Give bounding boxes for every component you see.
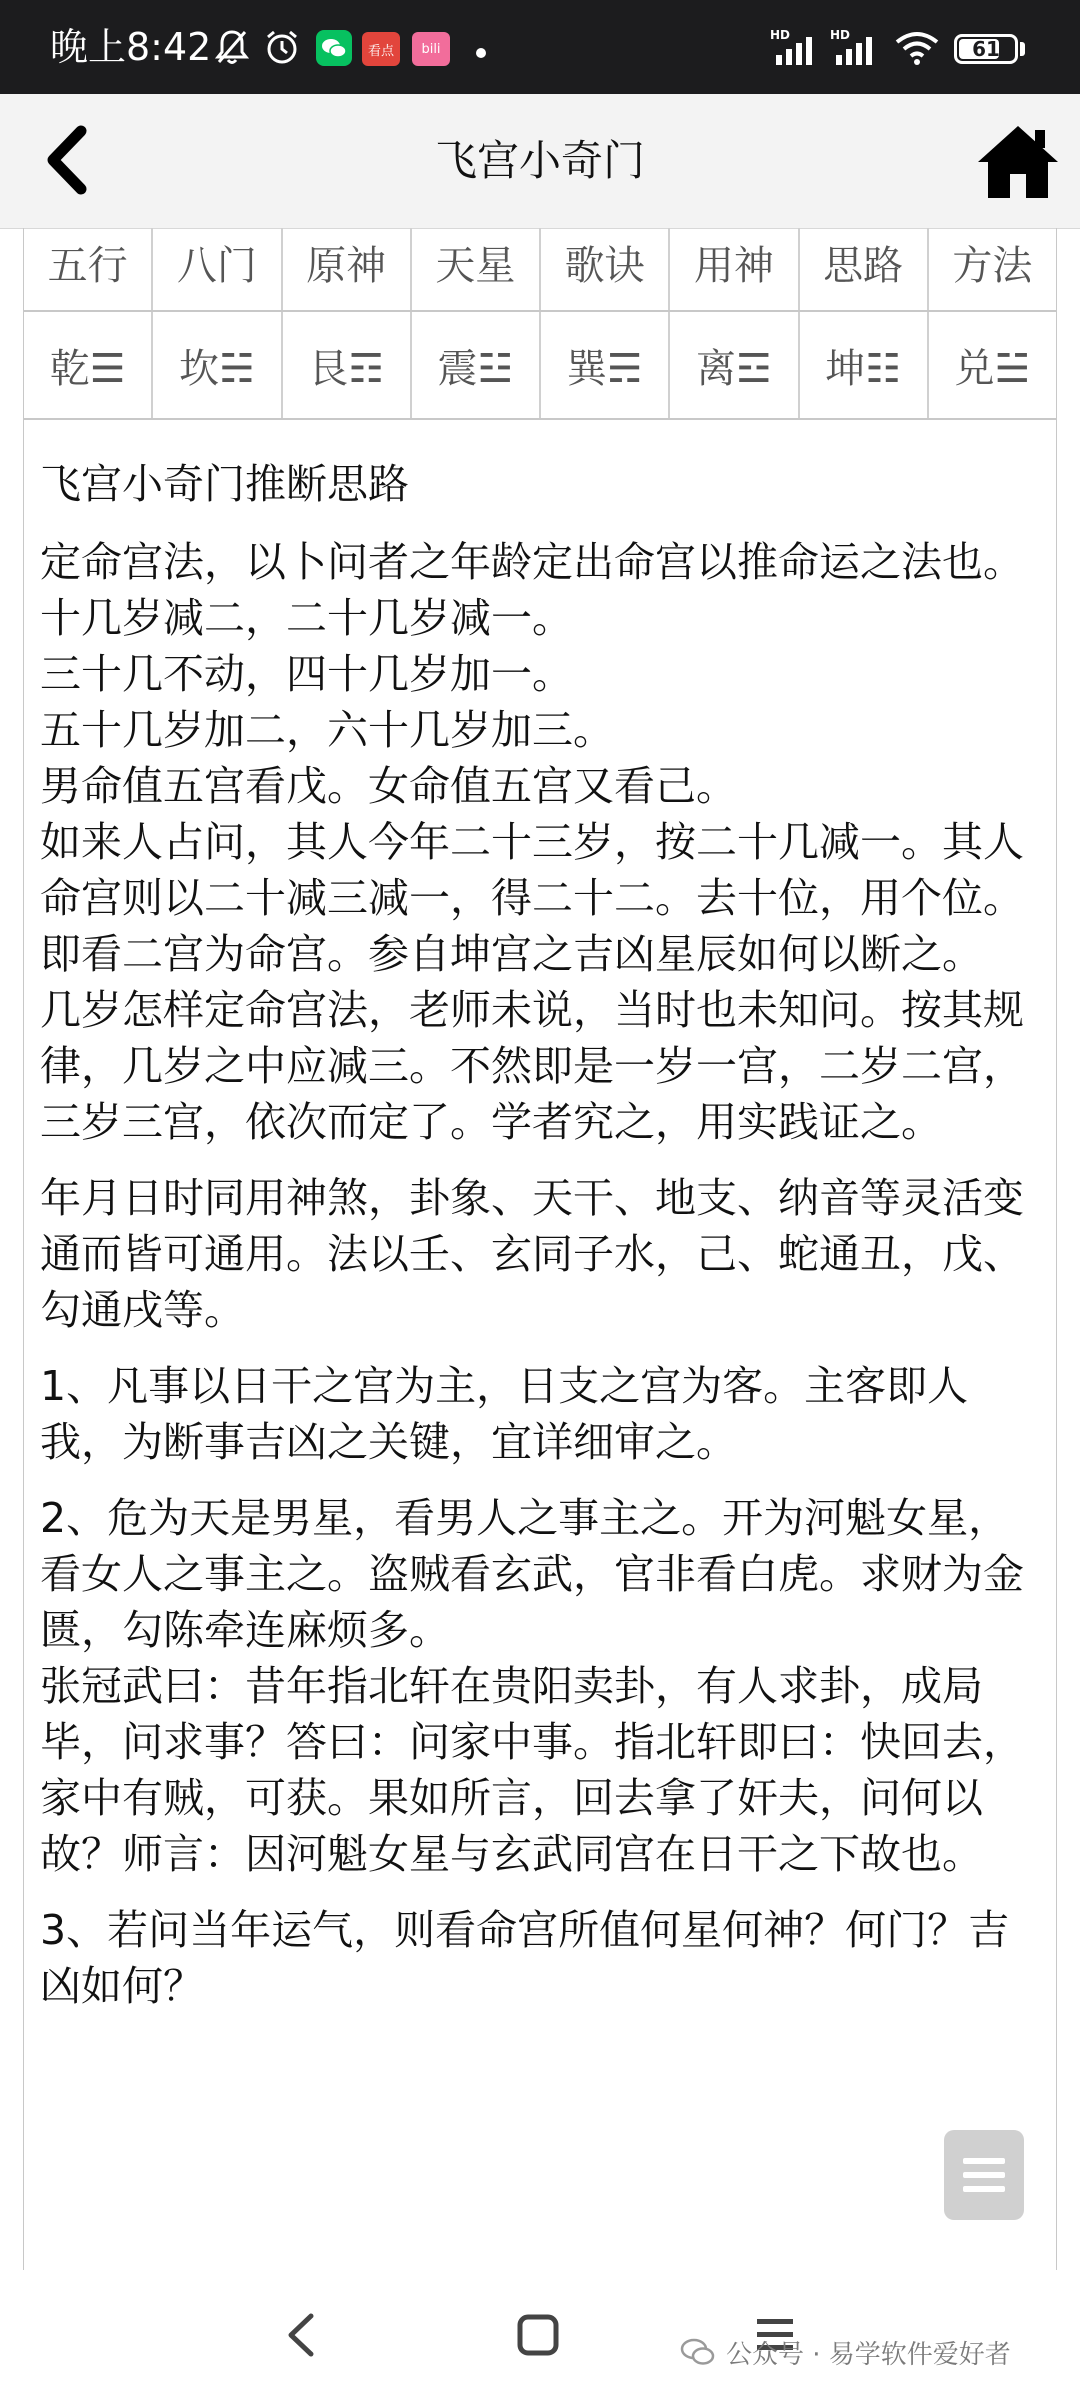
svg-text:HD: HD: [770, 28, 791, 42]
app-header: [0, 94, 1080, 229]
tab-grid: [23, 228, 1057, 420]
battery-tip: [1020, 42, 1025, 56]
article-heading: 飞宫小奇门推断思路: [40, 460, 409, 508]
tab-gejue[interactable]: 歌诀: [541, 228, 670, 310]
text-line: 定命宫法，以卜问者之年龄定出命宫以推命运之法也。: [40, 538, 1024, 586]
menu-lines-icon: [959, 2150, 1009, 2200]
watermark: [680, 2330, 1011, 2374]
paragraph-rule-3: 3、若问当年运气，则看命宫所值何星何神？何门？吉凶如何？: [40, 1906, 1010, 2010]
text-line: 2、危为天是男星，看男人之事主之。开为河魁女星，看女人之事主之。盗贼看玄武，官非看白虎。求财为金匮，勾陈牵连麻烦多。: [40, 1494, 1024, 1654]
nav-back-button[interactable]: [266, 2300, 336, 2370]
text-line: 三十几不动，四十几岁加一。: [40, 650, 573, 698]
floating-menu-button[interactable]: [944, 2130, 1024, 2220]
paragraph-mingong: [40, 534, 1040, 1150]
bilibili-icon: bili: [412, 32, 450, 66]
nav-home-button[interactable]: [503, 2300, 573, 2370]
article-content[interactable]: [23, 420, 1057, 2270]
text-line: 几岁怎样定命宫法，老师未说，当时也未知问。按其规律，几岁之中应减三。不然即是一岁一宫，二岁二宫，三岁三宫，依次而定了。学者究之，用实践证之。: [40, 986, 1024, 1146]
trigram-tab-row: [24, 312, 1056, 420]
text-line: 十几岁减二，二十几岁减一。: [40, 594, 573, 642]
tab-kan[interactable]: 坎☵: [153, 312, 282, 418]
home-icon: [975, 122, 1061, 200]
mute-icon: [212, 26, 252, 68]
tab-xun[interactable]: 巽☴: [541, 312, 670, 418]
tab-bamen[interactable]: 八门: [153, 228, 282, 310]
tab-qian[interactable]: 乾☰: [24, 312, 153, 418]
alarm-icon: [262, 26, 302, 68]
tab-li[interactable]: 离☲: [670, 312, 799, 418]
svg-text:HD: HD: [830, 28, 851, 42]
news-app-icon: 看点: [362, 32, 400, 66]
tab-gen[interactable]: 艮☶: [283, 312, 412, 418]
tab-fangfa[interactable]: 方法: [952, 243, 1033, 289]
tab-kun[interactable]: 坤☷: [800, 312, 929, 418]
text-line: 五十几岁加二，六十几岁加三。: [40, 706, 614, 754]
nav-home-icon: [516, 2313, 560, 2357]
more-notifications-dot: [476, 48, 486, 58]
tab-wuxing[interactable]: 五行: [24, 228, 153, 310]
status-time: 晚上8:42: [50, 25, 212, 69]
signal-icon: [770, 26, 822, 68]
category-tab-row: [24, 228, 1056, 312]
tab-zhen[interactable]: 震☳: [412, 312, 541, 418]
text-line: 张冠武曰：昔年指北轩在贵阳卖卦，有人求卦，成局毕，问求事？答曰：问家中事。指北轩即曰：快回去，家中有贼，可获。果如所言，回去拿了奸夫，问何以故？师言：因河魁女星与玄武同宫在日干之下故也。: [40, 1662, 1024, 1878]
home-button[interactable]: [970, 116, 1066, 206]
text-line: 如来人占问，其人今年二十三岁，按二十几减一。其人命宫则以二十减三减一，得二十二。去十位，用个位。即看二宫为命宫。参自坤宫之吉凶星辰如何以断之。: [40, 818, 1024, 978]
wechat-icon: [316, 30, 352, 66]
watermark-text: 公众号 · 易学软件爱好者: [726, 2339, 1011, 2370]
page-title: 飞宫小奇门: [434, 136, 645, 185]
paragraph-shensha: 年月日时同用神煞，卦象、天干、地支、纳音等灵活变通而皆可通用。法以壬、玄同子水，己、蛇通丑，戊、勾通戌等。: [40, 1174, 1024, 1334]
tab-yongshen[interactable]: 用神: [670, 228, 799, 310]
wifi-icon: [892, 26, 942, 68]
tab-dui[interactable]: 兑☱: [954, 345, 1031, 392]
signal-icon-2: [830, 26, 882, 68]
tab-silu[interactable]: 思路: [800, 228, 929, 310]
battery-level: 61: [972, 37, 1000, 61]
text-line: 男命值五宫看戊。女命值五宫又看己。: [40, 762, 737, 810]
status-bar: [0, 0, 1080, 94]
battery-icon: [954, 34, 1018, 64]
nav-back-icon: [281, 2310, 321, 2360]
tab-tianxing[interactable]: 天星: [412, 228, 541, 310]
paragraph-rule-1: 1、凡事以日干之宫为主，日支之宫为客。主客即人我，为断事吉凶之关键，宜详细审之。: [40, 1362, 969, 1466]
tab-yuanshen[interactable]: 原神: [283, 228, 412, 310]
paragraph-rule-2: [40, 1490, 1040, 1882]
wechat-official-icon: [680, 2337, 716, 2367]
